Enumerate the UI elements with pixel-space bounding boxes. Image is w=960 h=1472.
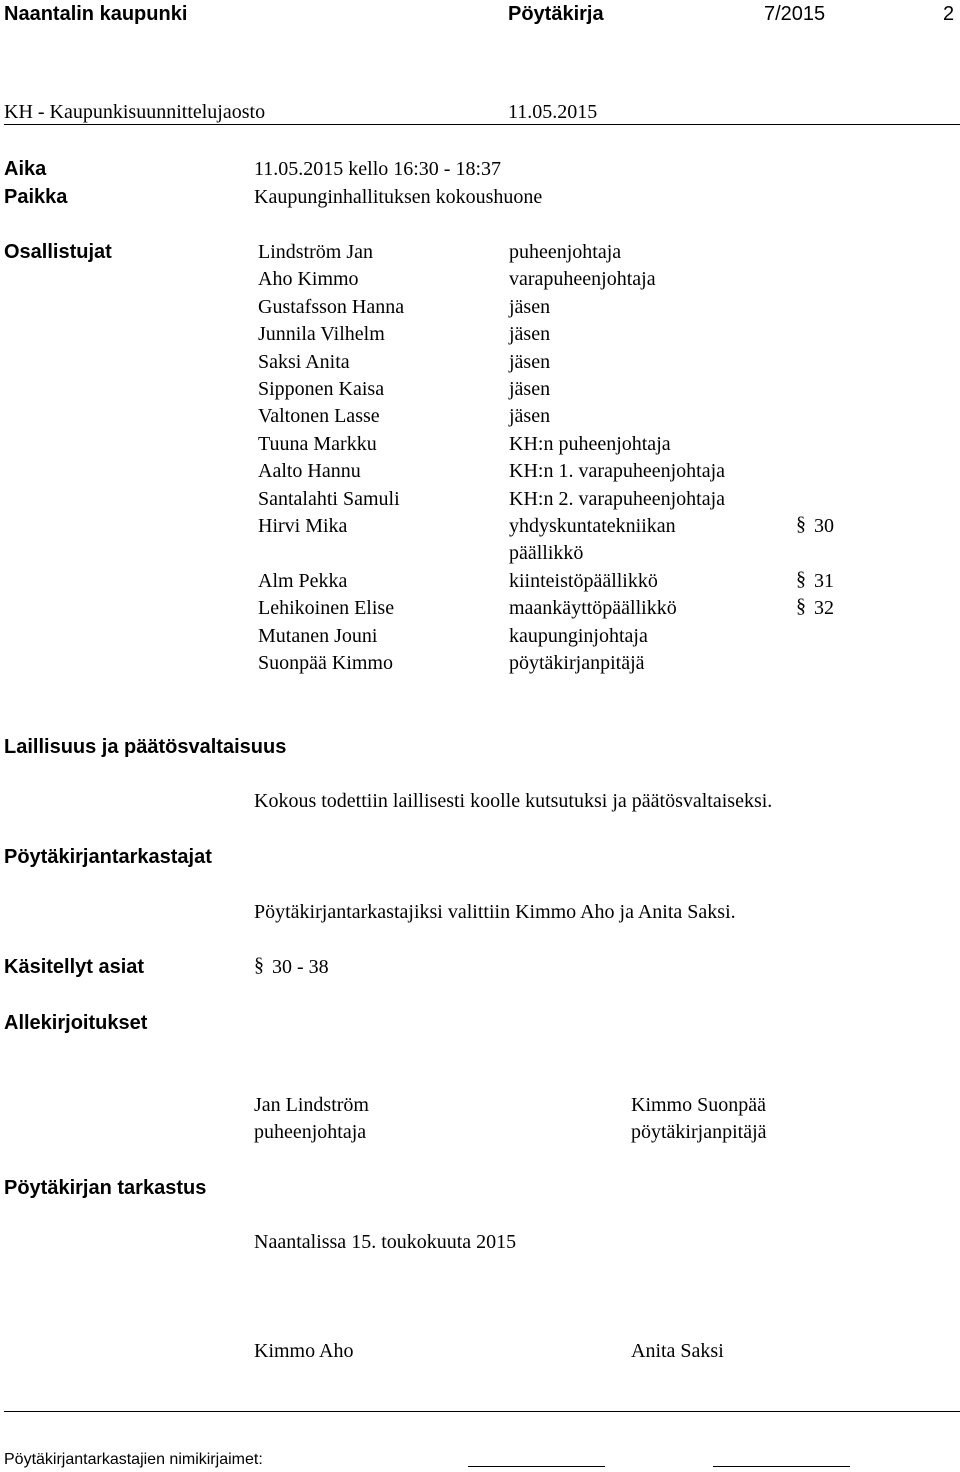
participant-role: kaupunginjohtaja <box>509 624 648 647</box>
section-symbol: § <box>254 954 264 976</box>
section-symbol: § <box>796 595 806 618</box>
footer-rule <box>4 1411 960 1412</box>
participant-role: KH:n puheenjohtaja <box>509 432 671 455</box>
participant-role: jäsen <box>509 378 551 400</box>
committee-name: KH - Kaupunkisuunnittelujaosto <box>4 101 266 123</box>
participant-role: varapuheenjohtaja <box>509 268 656 291</box>
initials-line-2 <box>713 1466 850 1467</box>
participant-name: Suonpää Kimmo <box>258 652 393 674</box>
section-symbol: § <box>796 513 806 535</box>
participant-role: KH:n 1. varapuheenjohtaja <box>509 460 726 483</box>
participant-name: Sipponen Kaisa <box>258 378 385 400</box>
place-value: Kaupunginhallituksen kokoushuone <box>254 186 543 208</box>
participant-name: Saksi Anita <box>258 350 350 373</box>
participant-section: 31 <box>814 569 834 592</box>
doc-number: 7/2015 <box>764 3 826 25</box>
participants-label: Osallistujat <box>4 241 112 263</box>
participant-role: jäsen <box>509 405 551 428</box>
participant-name: Aalto Hannu <box>258 460 361 483</box>
participant-name: Lindström Jan <box>258 241 373 263</box>
review-place-date: Naantalissa 15. toukokuuta 2015 <box>254 1231 517 1253</box>
time-label: Aika <box>4 158 47 180</box>
participant-name: Santalahti Samuli <box>258 487 400 510</box>
participant-name: Tuuna Markku <box>258 432 377 455</box>
participant-name: Mutanen Jouni <box>258 624 378 647</box>
reviewer-left-name: Kimmo Aho <box>254 1340 354 1362</box>
time-value: 11.05.2015 kello 16:30 - 18:37 <box>254 158 502 180</box>
signer-right-name: Kimmo Suonpää <box>631 1094 766 1116</box>
participant-role: jäsen <box>509 295 551 318</box>
signer-left-role: puheenjohtaja <box>254 1121 367 1143</box>
legality-label: Laillisuus ja päätösvaltaisuus <box>4 736 287 758</box>
page-number: 2 <box>943 3 955 25</box>
handled-value: 30 - 38 <box>272 956 329 978</box>
org-name: Naantalin kaupunki <box>4 3 188 25</box>
doc-type: Pöytäkirja <box>508 3 604 25</box>
participant-role: yhdyskuntatekniikan <box>509 515 676 537</box>
participant-section: 32 <box>814 597 834 620</box>
participant-role-continued: päällikkö <box>509 542 584 565</box>
participant-name: Junnila Vilhelm <box>258 323 385 346</box>
participant-name: Hirvi Mika <box>258 515 348 537</box>
section-symbol: § <box>796 567 806 590</box>
signer-left-name: Jan Lindström <box>254 1094 369 1116</box>
review-label: Pöytäkirjan tarkastus <box>4 1177 207 1199</box>
participant-section: 30 <box>814 515 834 537</box>
participant-role: KH:n 2. varapuheenjohtaja <box>509 487 726 510</box>
signer-right-role: pöytäkirjanpitäjä <box>631 1121 767 1143</box>
participant-name: Valtonen Lasse <box>258 405 380 428</box>
participant-name: Aho Kimmo <box>258 268 359 291</box>
legality-text: Kokous todettiin laillisesti koolle kutsutuksi ja päätösvaltaiseksi. <box>254 790 773 812</box>
reviewer-right-name: Anita Saksi <box>631 1340 724 1362</box>
participant-name: Alm Pekka <box>258 569 348 592</box>
participant-role: puheenjohtaja <box>509 241 622 263</box>
checkers-label: Pöytäkirjantarkastajat <box>4 846 212 868</box>
participant-role: maankäyttöpäällikkö <box>509 597 677 620</box>
participant-name: Lehikoinen Elise <box>258 597 395 620</box>
checkers-text: Pöytäkirjantarkastajiksi valittiin Kimmo Aho ja Anita Saksi. <box>254 901 736 923</box>
participant-role: jäsen <box>509 350 551 373</box>
handled-label: Käsitellyt asiat <box>4 956 145 978</box>
committee-date: 11.05.2015 <box>508 101 598 123</box>
signatures-label: Allekirjoitukset <box>4 1012 148 1034</box>
participant-role: jäsen <box>509 323 551 346</box>
initials-label: Pöytäkirjantarkastajien nimikirjaimet: <box>4 1451 263 1468</box>
initials-line-1 <box>468 1466 605 1467</box>
place-label: Paikka <box>4 186 68 208</box>
header-rule <box>4 124 960 125</box>
participant-name: Gustafsson Hanna <box>258 295 405 318</box>
participant-role: kiinteistöpäällikkö <box>509 569 658 592</box>
participant-role: pöytäkirjanpitäjä <box>509 652 645 674</box>
